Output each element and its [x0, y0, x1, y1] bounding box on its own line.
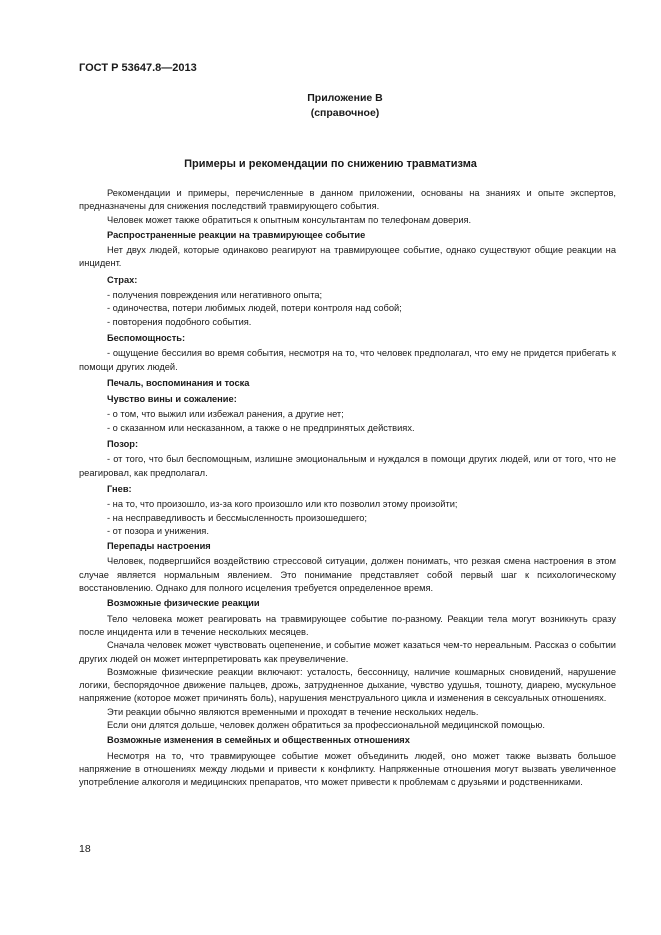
section-heading: Возможные физические реакции	[107, 598, 260, 609]
paragraph: Сначала человек может чувствовать оцепенение, и событие может казаться чем-то нереальным. Рассказ о событии других людей он может интерпретировать как преувеличение.	[79, 640, 616, 664]
section-heading: Печаль, воспоминания и тоска	[107, 377, 250, 388]
list-item: - одиночества, потери любимых людей, потери контроля над собой;	[107, 303, 402, 314]
list-item: - от позора и унижения.	[107, 525, 209, 536]
section-heading: Беспомощность:	[107, 332, 186, 343]
paragraph: Несмотря на то, что травмирующее событие может объединить людей, оно может также вызвать большое напряжение в отношениях между людьми и привести к конфликту. Напряженные отношения могут вызвать увеличенное употребление алкоголя и медицинских препаратов, что может привести к проблемам с друзьями и родственниками.	[79, 750, 616, 788]
list-item: - о том, что выжил или избежал ранения, а другие нет;	[107, 409, 344, 420]
annex-label: Приложение В	[307, 92, 383, 104]
list-item: - на то, что произошло, из-за кого произошло или кто позволил этому произойти;	[107, 499, 458, 510]
list-item: - получения повреждения или негативного опыта;	[107, 290, 323, 301]
section-heading: Гнев:	[107, 483, 132, 494]
paragraph: Человек, подвергшийся воздействию стрессовой ситуации, должен понимать, что резкая смена настроения в этом случае является нормальным явлением. Это понимание представляет собой первый шаг к психологическому восстановлению. Однако для полного исцеления требуется определенное время.	[79, 556, 616, 594]
section-heading: Позор:	[107, 439, 139, 450]
annex-title: Примеры и рекомендации по снижению травматизма	[184, 158, 477, 170]
list-item: - о сказанном или несказанном, а также о не предпринятых действиях.	[107, 422, 415, 433]
list-item: - от того, что был беспомощным, излишне эмоциональным и нуждался в помощи других людей, или от того, что не реагировал, как предполагал.	[79, 454, 616, 478]
paragraph: Тело человека может реагировать на травмирующее событие по-разному. Реакции тела могут возникнуть сразу после инцидента или в течение нескольких месяцев.	[79, 613, 616, 637]
section-heading: Чувство вины и сожаление:	[107, 394, 237, 405]
annex-body	[79, 187, 616, 789]
section-heading: Страх:	[107, 274, 138, 285]
list-item: - ощущение бессилия во время события, несмотря на то, что человек предполагал, что ему не придется прибегать к помощи других людей.	[79, 348, 616, 372]
annex-heading	[300, 91, 390, 121]
list-item: - на несправедливость и бессмысленность произошедшего;	[107, 512, 367, 523]
page-number: 18	[79, 843, 91, 855]
annex-type: (справочное)	[310, 107, 380, 119]
section-heading: Перепады настроения	[107, 541, 211, 552]
paragraph: Если они длятся дольше, человек должен обратиться за профессиональной медицинской помощью.	[107, 719, 545, 730]
paragraph: Эти реакции обычно являются временными и проходят в течение нескольких недель.	[107, 706, 479, 717]
paragraph: Человек может также обратиться к опытным консультантам по телефонам доверия.	[107, 214, 472, 225]
paragraph: Нет двух людей, которые одинаково реагируют на травмирующее событие, однако существуют общие реакции на инцидент.	[79, 245, 616, 269]
section-heading: Распространенные реакции на травмирующее событие	[107, 229, 366, 240]
standard-number: ГОСТ Р 53647.8—2013	[79, 62, 197, 74]
list-item: - повторения подобного события.	[107, 316, 252, 327]
paragraph: Возможные физические реакции включают: усталость, бессонницу, наличие кошмарных сновидений, нарушение логики, беспорядочное движение пальцев, дрожь, затрудненное дыхание, чувство удушья, тошноту, диарею, мускульное напряжение (которое может причинять боль), нарушения менструального цикла и изменения в сексуальных отношениях.	[79, 666, 616, 704]
paragraph: Рекомендации и примеры, перечисленные в данном приложении, основаны на знаниях и опыте экспертов, предназначены для снижения последствий травмирующего события.	[79, 188, 616, 212]
section-heading: Возможные изменения в семейных и общественных отношениях	[107, 735, 410, 746]
